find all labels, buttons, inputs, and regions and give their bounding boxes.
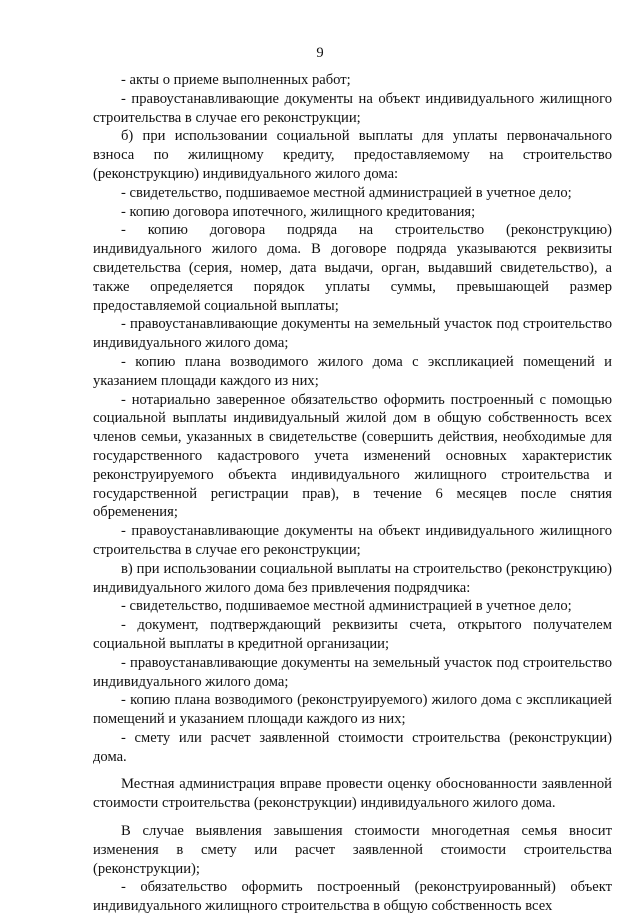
document-body <box>93 71 612 916</box>
paragraph: - копию плана возводимого (реконструируемого) жилого дома с экспликацией помещений и указанием площади каждого из них; <box>93 692 612 728</box>
paragraph: - правоустанавливающие документы на земельный участок под строительство индивидуального жилого дома; <box>93 316 612 352</box>
paragraph: - обязательство оформить построенный (реконструированный) объект индивидуального жилищного строительства в общую собственность всех <box>93 879 612 915</box>
paragraph: В случае выявления завышения стоимости многодетная семья вносит изменения в смету или расчет заявленной стоимости строительства (реконструкции); <box>93 823 612 877</box>
paragraph: - документ, подтверждающий реквизиты счета, открытого получателем социальной выплаты в кредитной организации; <box>93 617 612 652</box>
paragraph: - правоустанавливающие документы на объект индивидуального жилищного строительства в случае его реконструкции; <box>93 90 612 126</box>
paragraph: б) при использовании социальной выплаты для уплаты первоначального взноса по жилищному кредиту, предоставляемому на строительство (реконструкцию) индивидуального жилого дома: <box>93 128 612 182</box>
paragraph: - свидетельство, подшиваемое местной администрацией в учетное дело; <box>121 598 572 615</box>
page-number: 9 <box>316 45 324 61</box>
paragraph: - копию договора ипотечного, жилищного кредитования; <box>121 203 476 220</box>
paragraph: - правоустанавливающие документы на земельный участок под строительство индивидуального жилого дома; <box>93 654 612 690</box>
paragraph: - акты о приеме выполненных работ; <box>121 72 351 88</box>
paragraph: - свидетельство, подшиваемое местной администрацией в учетное дело; <box>121 184 572 201</box>
paragraph: - копию плана возводимого жилого дома с экспликацией помещений и указанием площади каждого из них; <box>93 353 612 389</box>
paragraph: - смету или расчет заявленной стоимости строительства (реконструкции) дома. <box>93 729 612 765</box>
paragraph: - правоустанавливающие документы на объект индивидуального жилищного строительства в случае его реконструкции; <box>93 523 612 558</box>
paragraph: - копию договора подряда на строительство (реконструкцию) индивидуального жилого дома. В договоре подряда указываются реквизиты свидетельства (серия, номер, дата выдачи, орган, выдавший свидетельство), а также определяется порядок уплаты суммы, превышающей размер предоставляемой социальной выплаты; <box>93 222 612 314</box>
paragraph: - нотариально заверенное обязательство оформить построенный с помощью социальной выплаты индивидуальный жилой дом в общую собственность всех членов семьи, указанных в свидетельстве (совершить действия, необходимые для государственного кадастрового учета изменений основных характеристик реконструируемого объекта индивидуального жилищного строительства и государственной регистрации прав), в течение 6 месяцев после снятия обременения; <box>93 391 612 521</box>
paragraph: Местная администрация вправе провести оценку обоснованности заявленной стоимости строительства (реконструкции) индивидуального жилого дома. <box>93 776 612 812</box>
paragraph: в) при использовании социальной выплаты на строительство (реконструкцию) индивидуального жилого дома без привлечения подрядчика: <box>93 560 612 596</box>
